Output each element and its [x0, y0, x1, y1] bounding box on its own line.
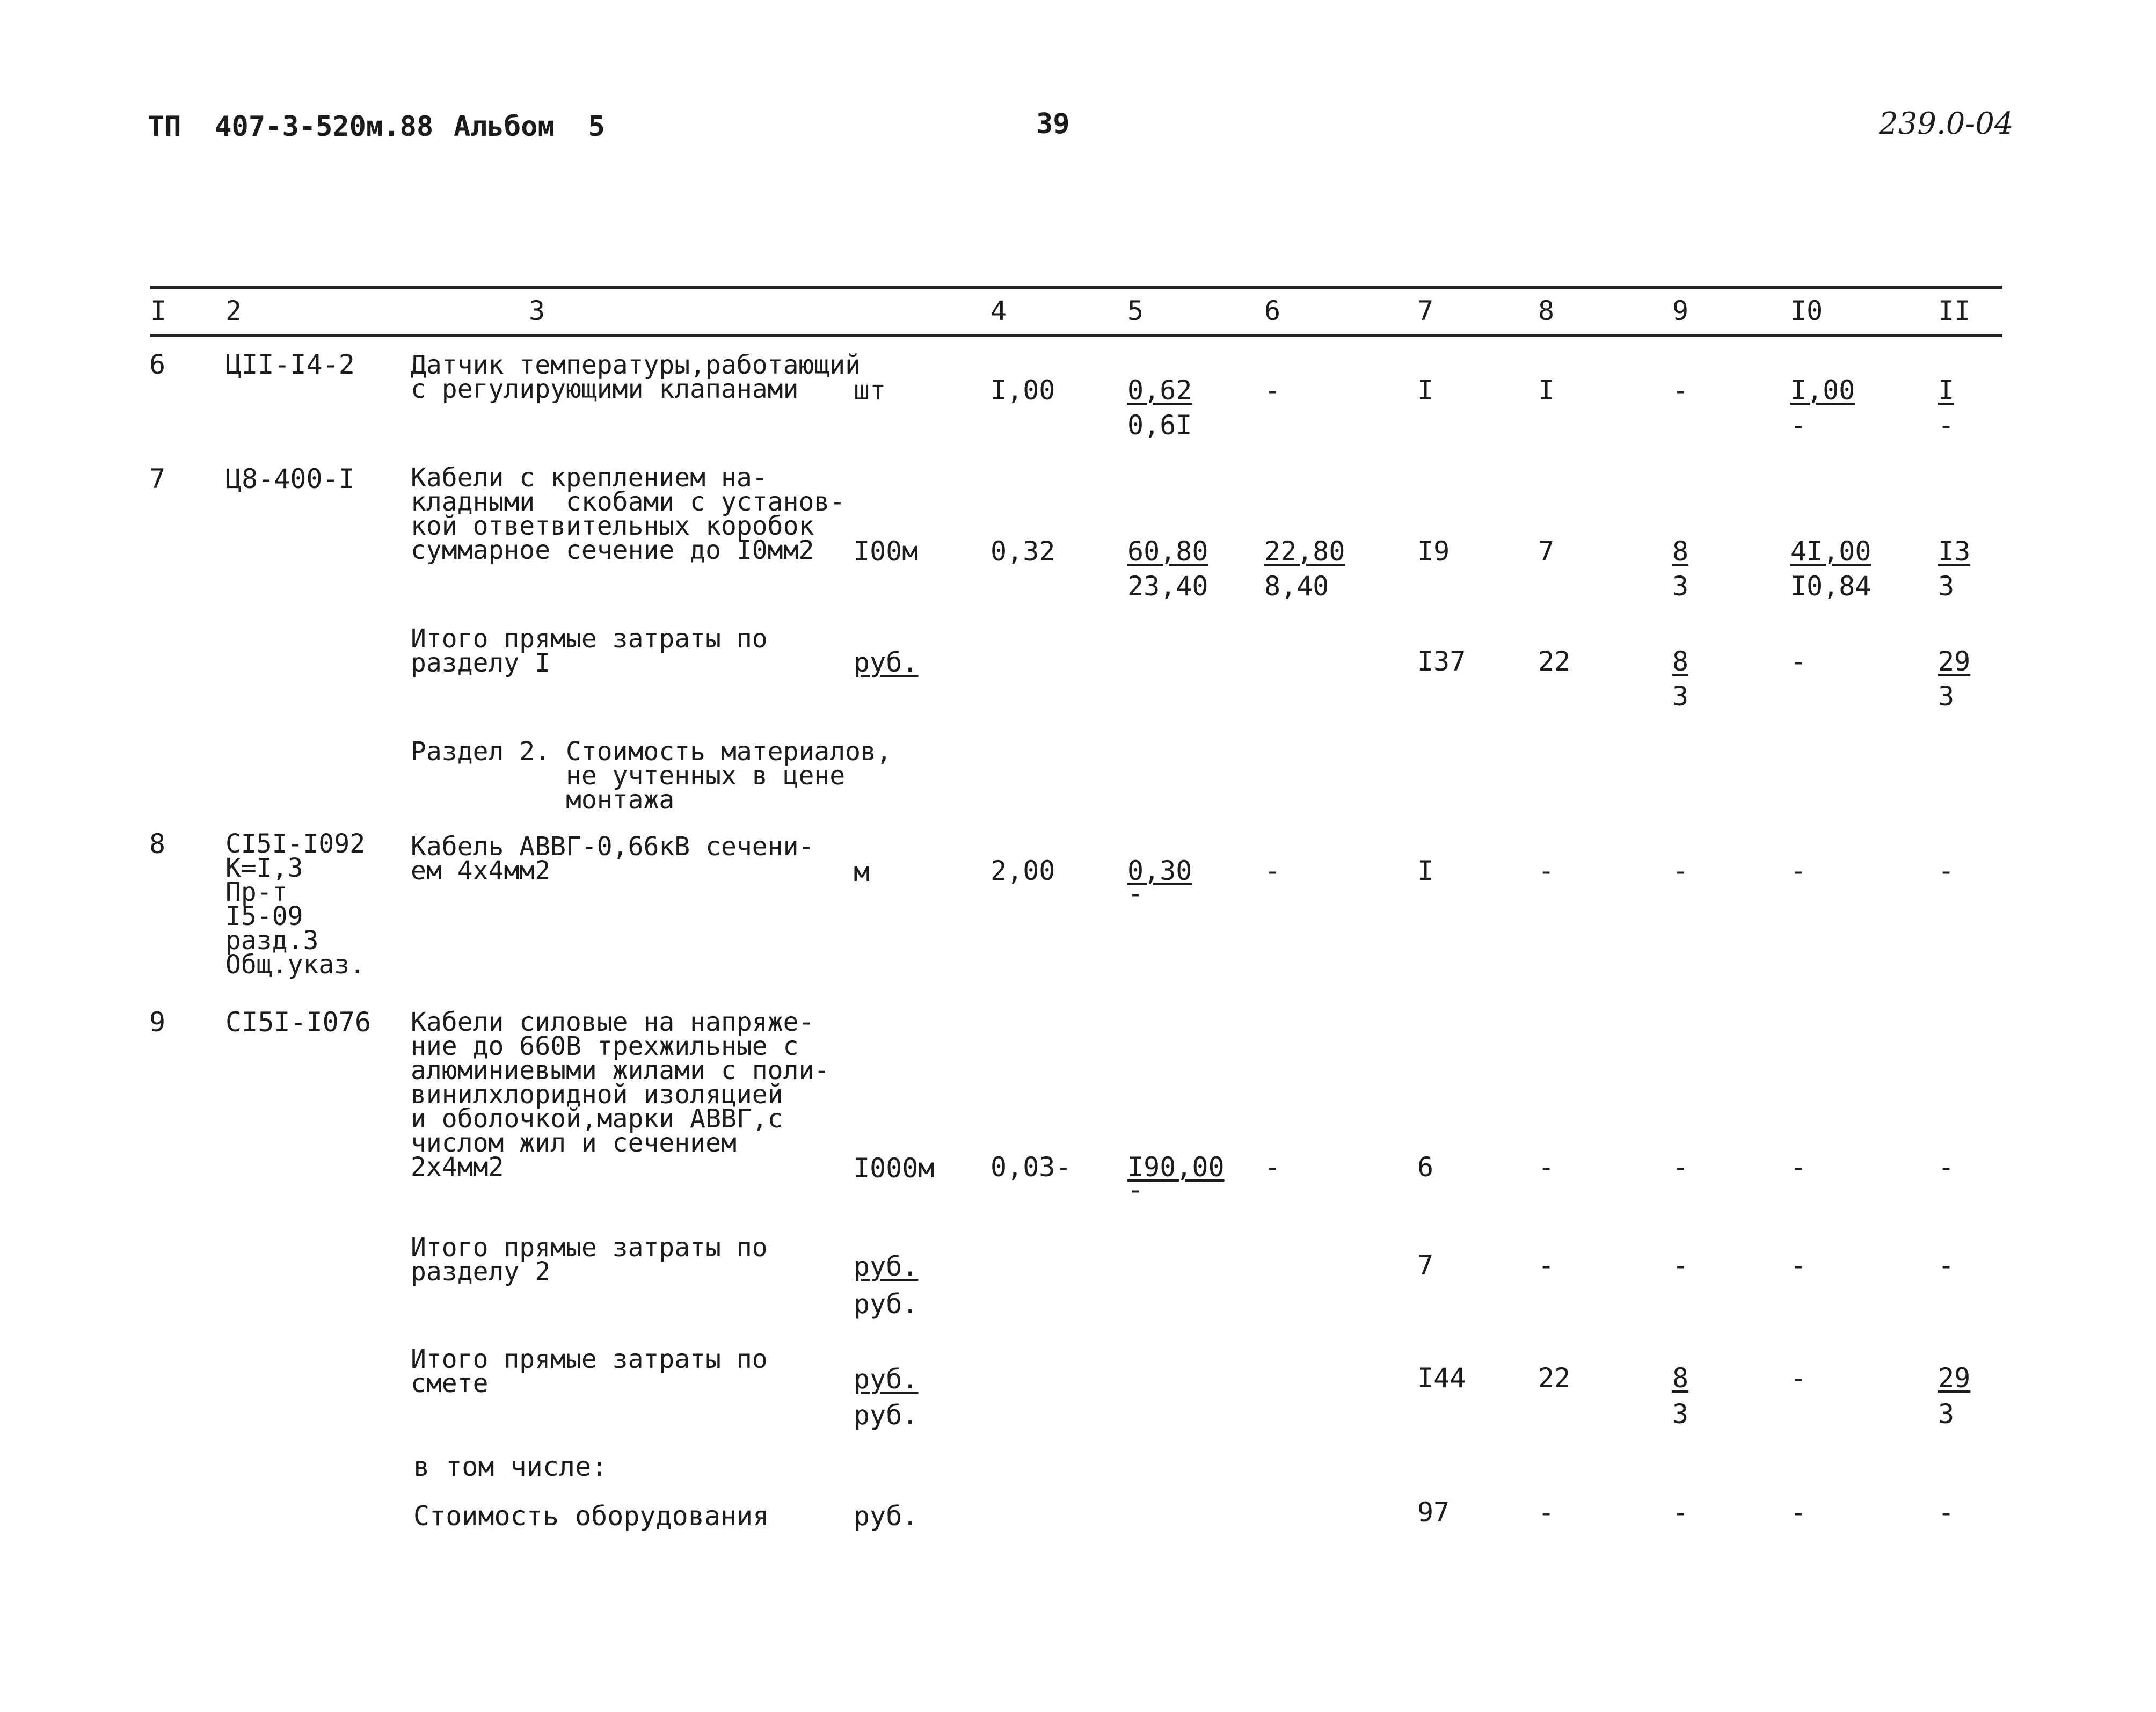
col6-value: - [1264, 375, 1281, 406]
table-top-rule [150, 286, 2002, 289]
col8-value: 22 [1538, 646, 1571, 677]
col11-bottom: 3 [1938, 681, 1955, 712]
unit-cost-bottom: 0,6I [1127, 410, 1192, 441]
col10-top: 4I,00 [1790, 536, 1871, 567]
price-code: СI5I-I076 [225, 1007, 371, 1038]
col11-value: - [1938, 1497, 1955, 1528]
price-code: Ц8-400-I [225, 463, 355, 494]
col8-value: 22 [1538, 1363, 1571, 1394]
col10-value: - [1790, 855, 1807, 886]
unit-cost-top: 0,30 [1127, 855, 1192, 886]
col8-value: - [1538, 1250, 1555, 1281]
unit-top: руб. [854, 1251, 919, 1282]
col7-value: I44 [1417, 1363, 1466, 1394]
unit-cost-top: 0,62 [1127, 375, 1192, 406]
col-header-9: 9 [1672, 295, 1689, 326]
col7-value: I [1417, 375, 1434, 406]
col9-value: - [1672, 1152, 1689, 1183]
col7-value: I9 [1417, 536, 1450, 567]
col7-value: I37 [1417, 646, 1466, 677]
col8-value: - [1538, 1152, 1555, 1183]
col9-top: 8 [1672, 646, 1689, 677]
unit-cost-top: I90,00 [1127, 1152, 1225, 1183]
col-header-10: I0 [1790, 295, 1823, 326]
quantity: 2,00 [990, 855, 1055, 886]
unit: I00м [854, 536, 919, 567]
col10-value: - [1790, 1152, 1807, 1183]
col9-bottom: 3 [1672, 1398, 1689, 1430]
unit-bottom: руб. [854, 1288, 919, 1320]
col-header-7: 7 [1417, 295, 1434, 326]
col6-bottom: 8,40 [1264, 571, 1329, 602]
item-description: Кабели силовые на напряже- ние до 660В трехжильные с алюминиевыми жилами с поли- винилхлоридной изоляцией и оболочкой,марки АВВГ,с числом жил и сечением 2х4мм2 [411, 1007, 830, 1182]
col10-bottom: - [1790, 410, 1807, 441]
section-heading: Раздел 2. Стоимость материалов, не учтенных в цене монтажа [411, 737, 892, 815]
col8-value: 7 [1538, 536, 1555, 567]
document-code: ТП 407-3-520м.88 [148, 111, 434, 143]
total-label: Итого прямые затраты по разделу I [411, 624, 768, 678]
unit-cost-top: 60,80 [1127, 536, 1208, 567]
col11-bottom: - [1938, 410, 1955, 441]
row-number: 6 [149, 349, 166, 380]
col-header-1: I [150, 295, 167, 326]
total-label: Итого прямые затраты по смете [411, 1344, 768, 1398]
col9-bottom: 3 [1672, 571, 1689, 602]
page-number: 39 [1036, 108, 1070, 140]
quantity: 0,03- [990, 1152, 1072, 1183]
unit-cost-bottom: - [1127, 878, 1144, 909]
col11-top: I [1938, 375, 1955, 406]
col7-value: 6 [1417, 1152, 1434, 1183]
col8-value: - [1538, 1497, 1555, 1528]
col11-top: I3 [1938, 536, 1971, 567]
col7-value: 97 [1417, 1497, 1450, 1528]
col11-value: - [1938, 1152, 1955, 1183]
unit-bottom: руб. [854, 1400, 919, 1431]
quantity: 0,32 [990, 536, 1055, 567]
col10-value: - [1790, 1363, 1807, 1394]
col9-value: - [1672, 855, 1689, 886]
col-header-3: 3 [529, 295, 545, 326]
equipment-label: Стоимость оборудования [413, 1500, 769, 1532]
unit-cost-bottom: - [1127, 1174, 1144, 1205]
col11-value: - [1938, 1250, 1955, 1281]
col11-bottom: 3 [1938, 571, 1955, 602]
row-number: 7 [149, 463, 166, 494]
col10-value: - [1790, 646, 1807, 677]
col9-bottom: 3 [1672, 681, 1689, 712]
unit: м [854, 856, 870, 887]
col11-top: 29 [1938, 646, 1971, 677]
col9-value: - [1672, 375, 1689, 406]
col-header-2: 2 [225, 295, 242, 326]
item-description: Кабель АВВГ-0,66кВ сечени- ем 4х4мм2 [411, 832, 814, 886]
album-label: Альбом 5 [454, 111, 605, 143]
col8-value: - [1538, 855, 1555, 886]
col6-value: - [1264, 855, 1281, 886]
unit-top: руб. [854, 1364, 919, 1395]
col-header-6: 6 [1264, 295, 1281, 326]
col9-value: - [1672, 1497, 1689, 1528]
col10-bottom: I0,84 [1790, 571, 1871, 602]
price-code: ЦII-I4-2 [225, 349, 355, 380]
col9-top: 8 [1672, 1363, 1689, 1394]
unit: I000м [854, 1153, 935, 1184]
inventory-number: 239.0-04 [1879, 106, 2014, 141]
col11-value: - [1938, 855, 1955, 886]
unit-cost-bottom: 23,40 [1127, 571, 1208, 602]
unit: руб. [854, 1500, 919, 1532]
row-number: 9 [149, 1007, 166, 1038]
header-bottom-rule [150, 334, 2002, 337]
col10-value: - [1790, 1497, 1807, 1528]
col-header-4: 4 [990, 295, 1007, 326]
item-description: Кабели с креплением на- кладными скобами с установ- кой ответвительных коробок суммарное сечение до I0мм2 [411, 463, 846, 565]
unit: руб. [854, 647, 919, 678]
col7-value: 7 [1417, 1250, 1434, 1281]
item-description: Датчик температуры,работающий с регулирующими клапанами [411, 350, 861, 404]
col-header-8: 8 [1538, 295, 1555, 326]
col6-value: - [1264, 1152, 1281, 1183]
col7-value: I [1417, 855, 1434, 886]
col9-top: 8 [1672, 536, 1689, 567]
unit: шт [854, 375, 886, 406]
col6-top: 22,80 [1264, 536, 1345, 567]
row-number: 8 [149, 828, 166, 859]
col8-value: I [1538, 375, 1555, 406]
col-header-11: II [1938, 295, 1971, 326]
col11-top: 29 [1938, 1363, 1971, 1394]
col10-top: I,00 [1790, 375, 1855, 406]
col10-value: - [1790, 1250, 1807, 1281]
col9-value: - [1672, 1250, 1689, 1281]
price-code: СI5I-I092 К=I,3 Пр-т I5-09 разд.3 Общ.указ. [225, 829, 366, 980]
total-label: Итого прямые затраты по разделу 2 [411, 1233, 768, 1287]
including-label: в том числе: [413, 1451, 608, 1482]
col-header-5: 5 [1127, 295, 1144, 326]
col11-bottom: 3 [1938, 1398, 1955, 1430]
quantity: I,00 [990, 375, 1055, 406]
